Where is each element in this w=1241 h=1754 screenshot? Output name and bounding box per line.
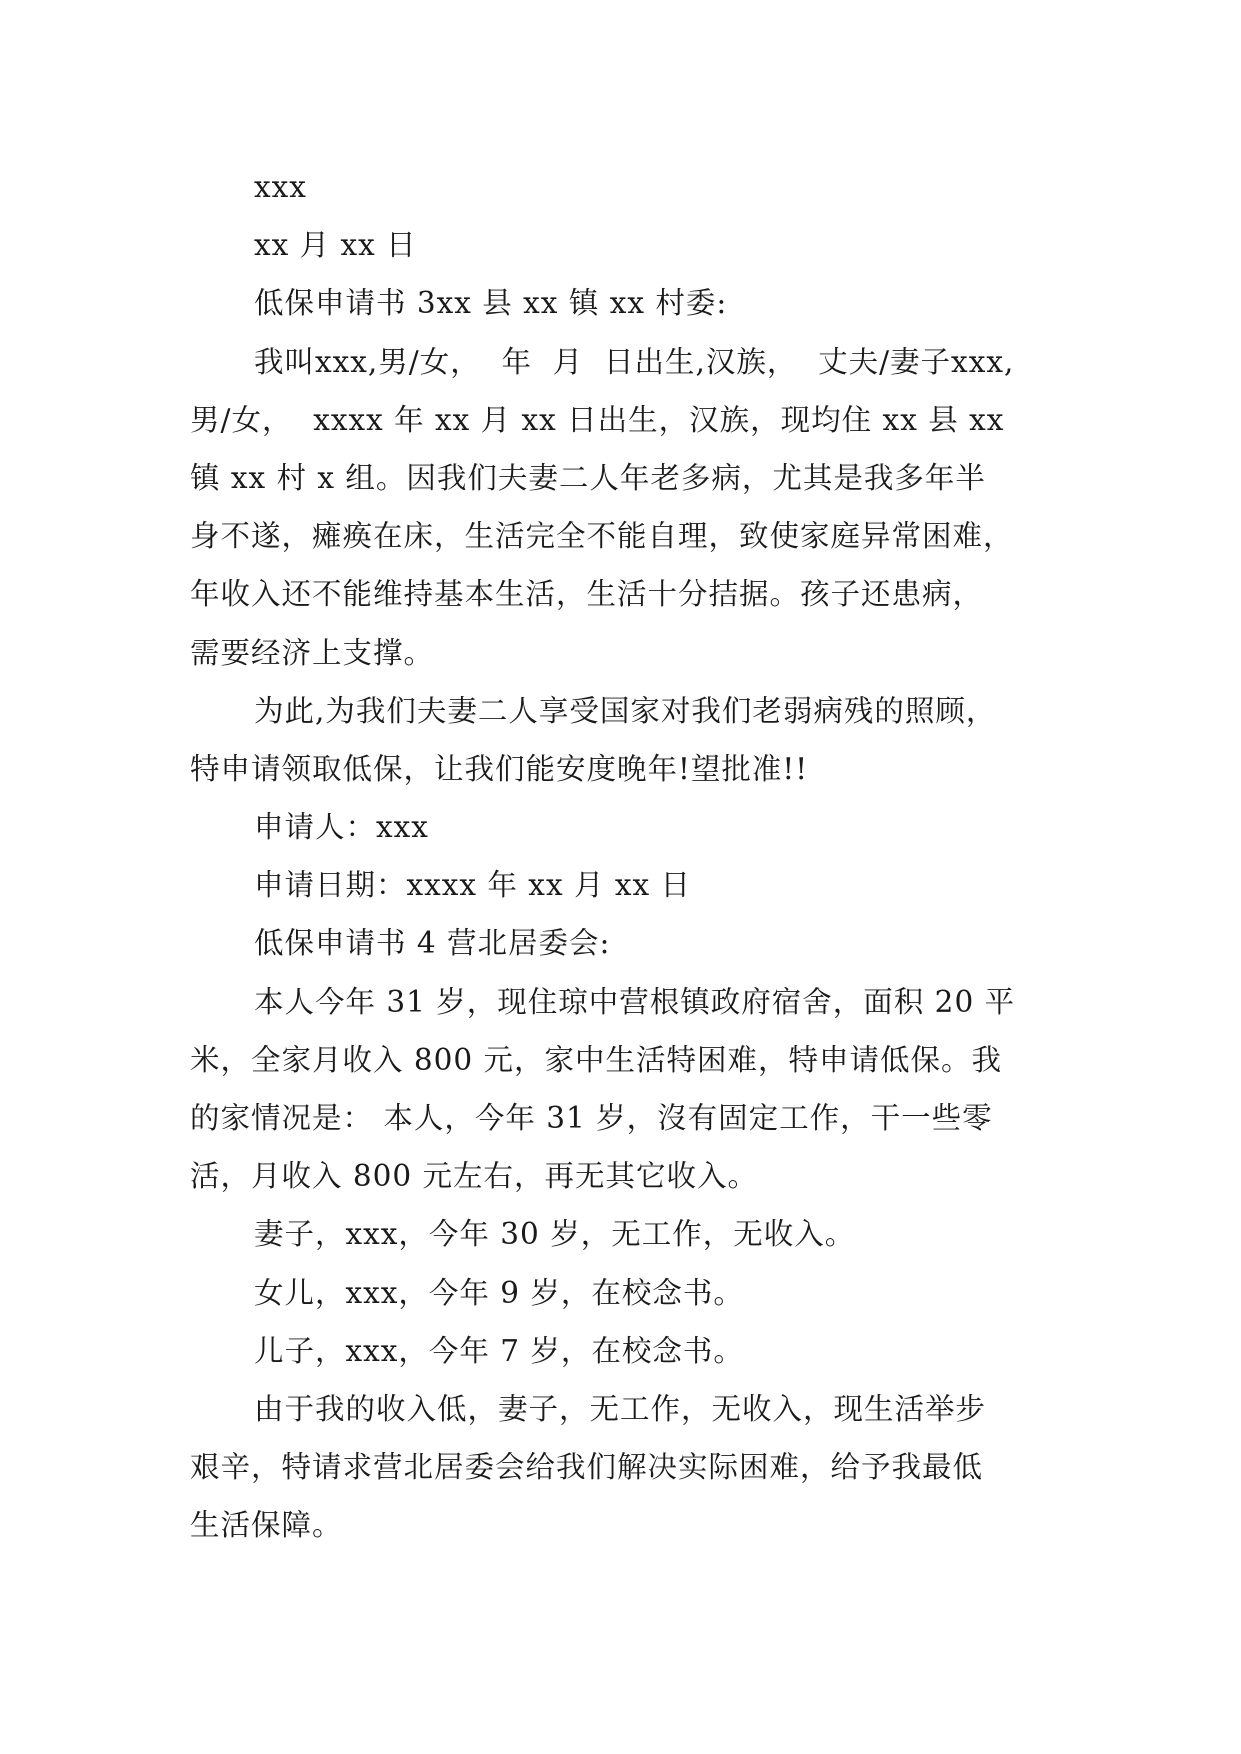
family-member-line: 妻子，xxx，今年 30 岁，无工作，无收入。 bbox=[254, 1217, 856, 1252]
paragraph-line: 男/女， xxxx 年 xx 月 xx 日出生，汉族，现均住 xx 县 xx bbox=[190, 402, 1005, 437]
document-body bbox=[190, 158, 1070, 1555]
paragraph-line: 由于我的收入低，妻子，无工作，无收入，现生活举步 bbox=[254, 1391, 987, 1426]
signature-name-line: xxx bbox=[254, 170, 307, 204]
paragraph-line: 为此,为我们夫妻二人享受国家对我们老弱病残的照顾， bbox=[254, 693, 997, 728]
paragraph-line: 的家情况是： 本人，今年 31 岁，沒有固定工作，干一些零 bbox=[190, 1101, 993, 1135]
family-member-line: 女儿，xxx，今年 9 岁，在校念书。 bbox=[254, 1275, 744, 1310]
paragraph-line: 特申请领取低保，让我们能安度晚年!望批准!! bbox=[190, 751, 809, 786]
applicant-line: 申请人：xxx bbox=[254, 810, 429, 845]
paragraph-line: 本人今年 31 岁，现住琼中营根镇政府宿舍，面积 20 平 bbox=[254, 984, 1016, 1019]
section-heading-3: 低保申请书 3xx 县 xx 镇 xx 村委: bbox=[254, 286, 728, 321]
signature-date-line: xx 月 xx 日 bbox=[254, 228, 417, 263]
paragraph-line: 身不遂，瘫痪在床，生活完全不能自理，致使家庭异常困难， bbox=[190, 519, 1014, 554]
application-date-line: 申请日期：xxxx 年 xx 月 xx 日 bbox=[254, 868, 691, 903]
paragraph-line: 需要经济上支撑。 bbox=[190, 635, 435, 670]
section-heading-4: 低保申请书 4 营北居委会: bbox=[254, 926, 611, 961]
paragraph-line: 我叫xxx,男/女， 年 月 日出生,汉族， 丈夫/妻子xxx, bbox=[254, 344, 1015, 379]
paragraph-line: 活，月收入 800 元左右，再无其它收入。 bbox=[190, 1159, 759, 1194]
family-member-line: 儿子，xxx，今年 7 岁，在校念书。 bbox=[254, 1333, 744, 1368]
paragraph-line: 艰辛，特请求营北居委会给我们解决实际困难，给予我最低 bbox=[190, 1450, 984, 1485]
paragraph-line: 米，全家月收入 800 元，家中生活特困难，特申请低保。我 bbox=[190, 1042, 1003, 1077]
paragraph-line: 镇 xx 村 x 组。因我们夫妻二人年老多病，尤其是我多年半 bbox=[190, 460, 986, 495]
paragraph-line: 生活保障。 bbox=[190, 1508, 343, 1543]
paragraph-line: 年收入还不能维持基本生活，生活十分拮据。孩子还患病， bbox=[190, 577, 984, 612]
